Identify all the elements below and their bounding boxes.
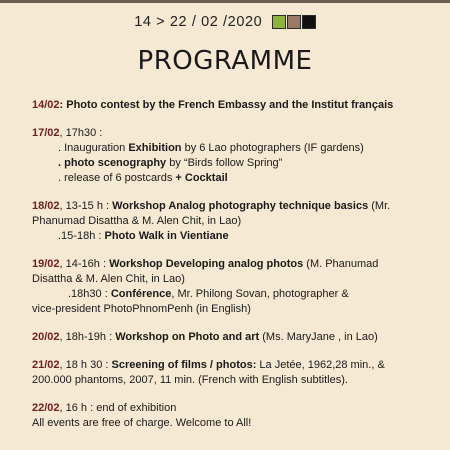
- date-label: 20/02: [32, 331, 60, 343]
- date-label: 19/02: [32, 258, 60, 270]
- event-title: + Cocktail: [175, 172, 228, 184]
- date-label: 18/02: [32, 200, 60, 212]
- event-text: (Ms. MaryJane , in Lao): [259, 331, 378, 343]
- time-text: , 13-15 h :: [59, 200, 113, 212]
- black-swatch: [302, 15, 316, 29]
- time-text: .18h30 :: [68, 288, 111, 300]
- event-text: by 6 Lao photographers (IF gardens): [181, 142, 364, 154]
- time-text: , 18h-19h :: [59, 331, 116, 343]
- time-text: , 14-16h :: [59, 258, 110, 270]
- event-text: vice-president PhotoPhnomPenh (in English): [32, 303, 251, 315]
- event-text: by “Birds follow Spring”: [166, 157, 283, 169]
- event-title: Conférence: [110, 288, 172, 300]
- date-row: [0, 13, 450, 33]
- event-dates: 14 > 22 / 02 /2020: [134, 14, 263, 30]
- top-border: [0, 0, 450, 3]
- day-18-02: [32, 199, 442, 244]
- event-text: . Inauguration: [58, 142, 129, 154]
- color-swatches: [271, 13, 316, 31]
- time-text: .15-18h :: [58, 230, 105, 242]
- date-label: 21/02: [32, 359, 60, 371]
- time-text: , 18 h 30 :: [59, 359, 112, 371]
- date-label: 22/02: [32, 402, 60, 414]
- event-text: 200.000 phantoms, 2007, 11 min. (French with English subtitles).: [32, 374, 348, 386]
- time-text: , 16 h : end of exhibition: [59, 402, 177, 414]
- event-text: , Mr. Philong Sovan, photographer &: [171, 288, 349, 300]
- event-text: : Photo contest by the French Embassy and the Institut français: [59, 99, 394, 111]
- event-text: La Jetée, 1962,28 min., &: [256, 359, 385, 371]
- day-20-02: [32, 330, 442, 345]
- date-label: 17/02: [32, 127, 60, 139]
- day-22-02: [32, 401, 442, 431]
- programme-list: [32, 98, 442, 444]
- day-21-02: [32, 358, 442, 388]
- day-19-02: [32, 257, 442, 317]
- closing-note: All events are free of charge. Welcome to All!: [32, 417, 252, 429]
- page-title: PROGRAMME: [137, 46, 313, 76]
- event-title: Workshop on Photo and art: [115, 331, 260, 343]
- event-text: Disattha & M. Alen Chit, in Lao): [32, 273, 185, 285]
- event-text: (M. Phanumad: [303, 258, 379, 270]
- event-text: . release of 6 postcards: [58, 172, 176, 184]
- day-17-02: [32, 126, 442, 186]
- event-text: Phanumad Disattha & M. Alen Chit, in Lao): [32, 215, 242, 227]
- date-label: 14/02: [32, 99, 60, 111]
- green-swatch: [272, 15, 286, 29]
- event-text: (Mr.: [368, 200, 391, 212]
- event-title: Exhibition: [128, 142, 182, 154]
- event-title: Workshop Developing analog photos: [109, 258, 304, 270]
- event-title: Photo Walk in Vientiane: [104, 230, 229, 242]
- brown-swatch: [287, 15, 301, 29]
- time-text: , 17h30 :: [59, 127, 103, 139]
- event-title: Screening of films / photos:: [111, 359, 257, 371]
- day-14-02: [32, 98, 442, 113]
- event-title: Workshop Analog photography technique basics: [112, 200, 369, 212]
- event-title: . photo scenography: [58, 157, 167, 169]
